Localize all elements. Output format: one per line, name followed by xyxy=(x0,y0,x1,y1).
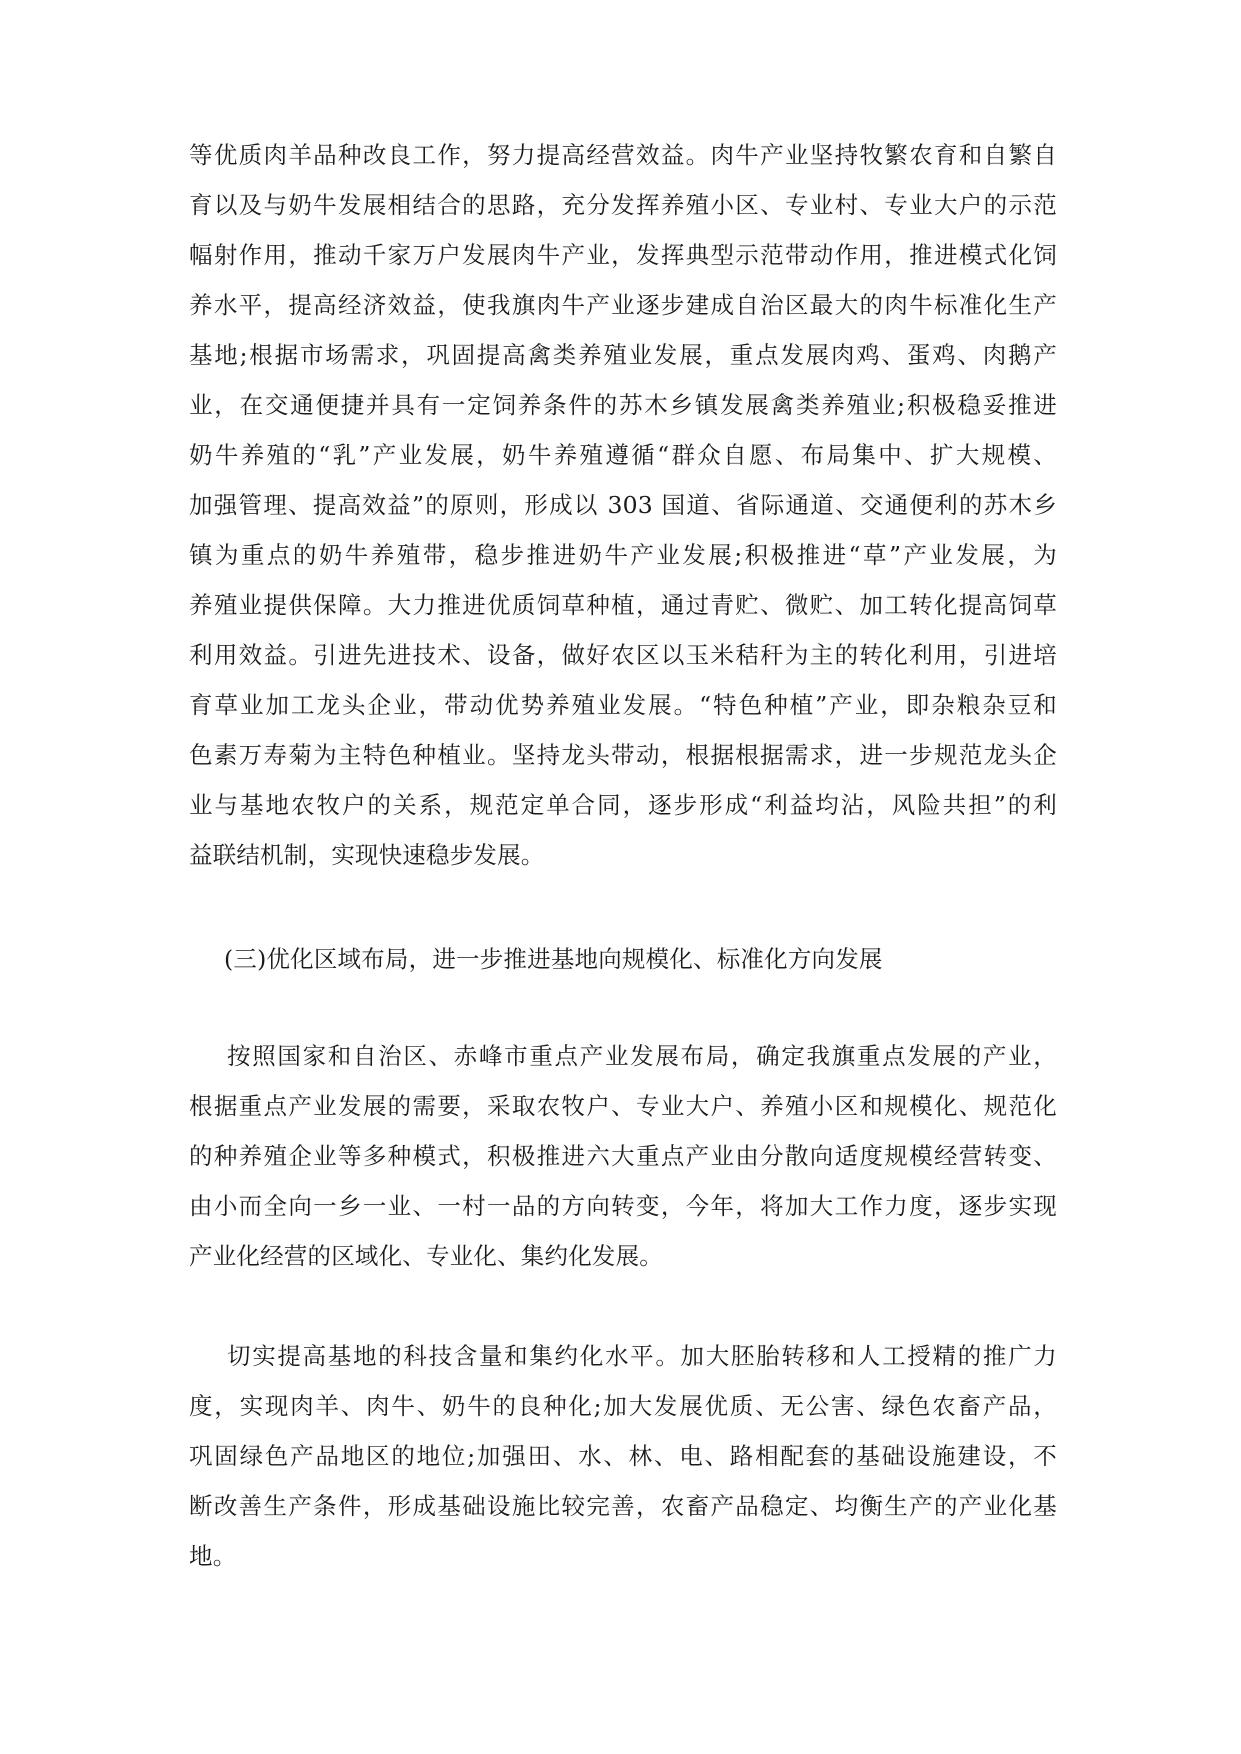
heading-text: (三)优化区域布局，进一步推进基地向规模化、标准化方向发展 xyxy=(224,945,883,973)
text-line: 育草业加工龙头企业，带动优势养殖业发展。“特色种植”产业，即杂粮杂豆和 xyxy=(189,691,1057,719)
text-line: 产业化经营的区域化、专业化、集约化发展。 xyxy=(189,1242,663,1270)
text-line: 育以及与奶牛发展相结合的思路，充分发挥养殖小区、专业村、专业大户的示范 xyxy=(189,191,1057,219)
paragraph-technology-level xyxy=(189,1331,1057,1581)
text-line: 按照国家和自治区、赤峰市重点产业发展布局，确定我旗重点发展的产业， xyxy=(227,1042,1057,1070)
paragraph-regional-layout xyxy=(189,1031,1057,1281)
paragraph-livestock-industry xyxy=(189,130,1057,880)
text-line: 养水平，提高经济效益，使我旗肉牛产业逐步建成自治区最大的肉牛标准化生产 xyxy=(189,291,1057,319)
text-line: 地。 xyxy=(189,1542,237,1570)
text-line: 切实提高基地的科技含量和集约化水平。加大胚胎转移和人工授精的推广力 xyxy=(227,1342,1057,1370)
text-line: 的种养殖企业等多种模式，积极推进六大重点产业由分散向适度规模经营转变、 xyxy=(189,1142,1057,1170)
text-line: 巩固绿色产品地区的地位;加强田、水、林、电、路相配套的基础设施建设，不 xyxy=(189,1442,1057,1470)
text-line: 利用效益。引进先进技术、设备，做好农区以玉米秸秆为主的转化利用，引进培 xyxy=(189,641,1057,669)
text-line: 加强管理、提高效益”的原则，形成以 303 国道、省际通道、交通便利的苏木乡 xyxy=(189,491,1057,519)
text-line: 镇为重点的奶牛养殖带，稳步推进奶牛产业发展;积极推进“草”产业发展，为 xyxy=(189,541,1057,569)
text-line: 益联结机制，实现快速稳步发展。 xyxy=(189,841,545,869)
section-heading-3 xyxy=(224,934,1092,984)
text-line: 基地;根据市场需求，巩固提高禽类养殖业发展，重点发展肉鸡、蛋鸡、肉鹅产 xyxy=(189,341,1057,369)
text-line: 养殖业提供保障。大力推进优质饲草种植，通过青贮、微贮、加工转化提高饲草 xyxy=(189,591,1057,619)
text-line: 断改善生产条件，形成基础设施比较完善，农畜产品稳定、均衡生产的产业化基 xyxy=(189,1492,1057,1520)
text-line: 业，在交通便捷并具有一定饲养条件的苏木乡镇发展禽类养殖业;积极稳妥推进 xyxy=(189,391,1057,419)
text-line: 色素万寿菊为主特色种植业。坚持龙头带动，根据根据需求，进一步规范龙头企 xyxy=(189,741,1057,769)
text-line: 奶牛养殖的“乳”产业发展，奶牛养殖遵循“群众自愿、布局集中、扩大规模、 xyxy=(189,441,1057,469)
text-line: 等优质肉羊品种改良工作，努力提高经营效益。肉牛产业坚持牧繁农育和自繁自 xyxy=(189,141,1057,169)
text-line: 度，实现肉羊、肉牛、奶牛的良种化;加大发展优质、无公害、绿色农畜产品， xyxy=(189,1392,1057,1420)
text-line: 根据重点产业发展的需要，采取农牧户、专业大户、养殖小区和规模化、规范化 xyxy=(189,1092,1057,1120)
text-line: 幅射作用，推动千家万户发展肉牛产业，发挥典型示范带动作用，推进模式化饲 xyxy=(189,241,1057,269)
text-line: 由小而全向一乡一业、一村一品的方向转变，今年，将加大工作力度，逐步实现 xyxy=(189,1192,1057,1220)
text-line: 业与基地农牧户的关系，规范定单合同，逐步形成“利益均沾，风险共担”的利 xyxy=(189,791,1057,819)
